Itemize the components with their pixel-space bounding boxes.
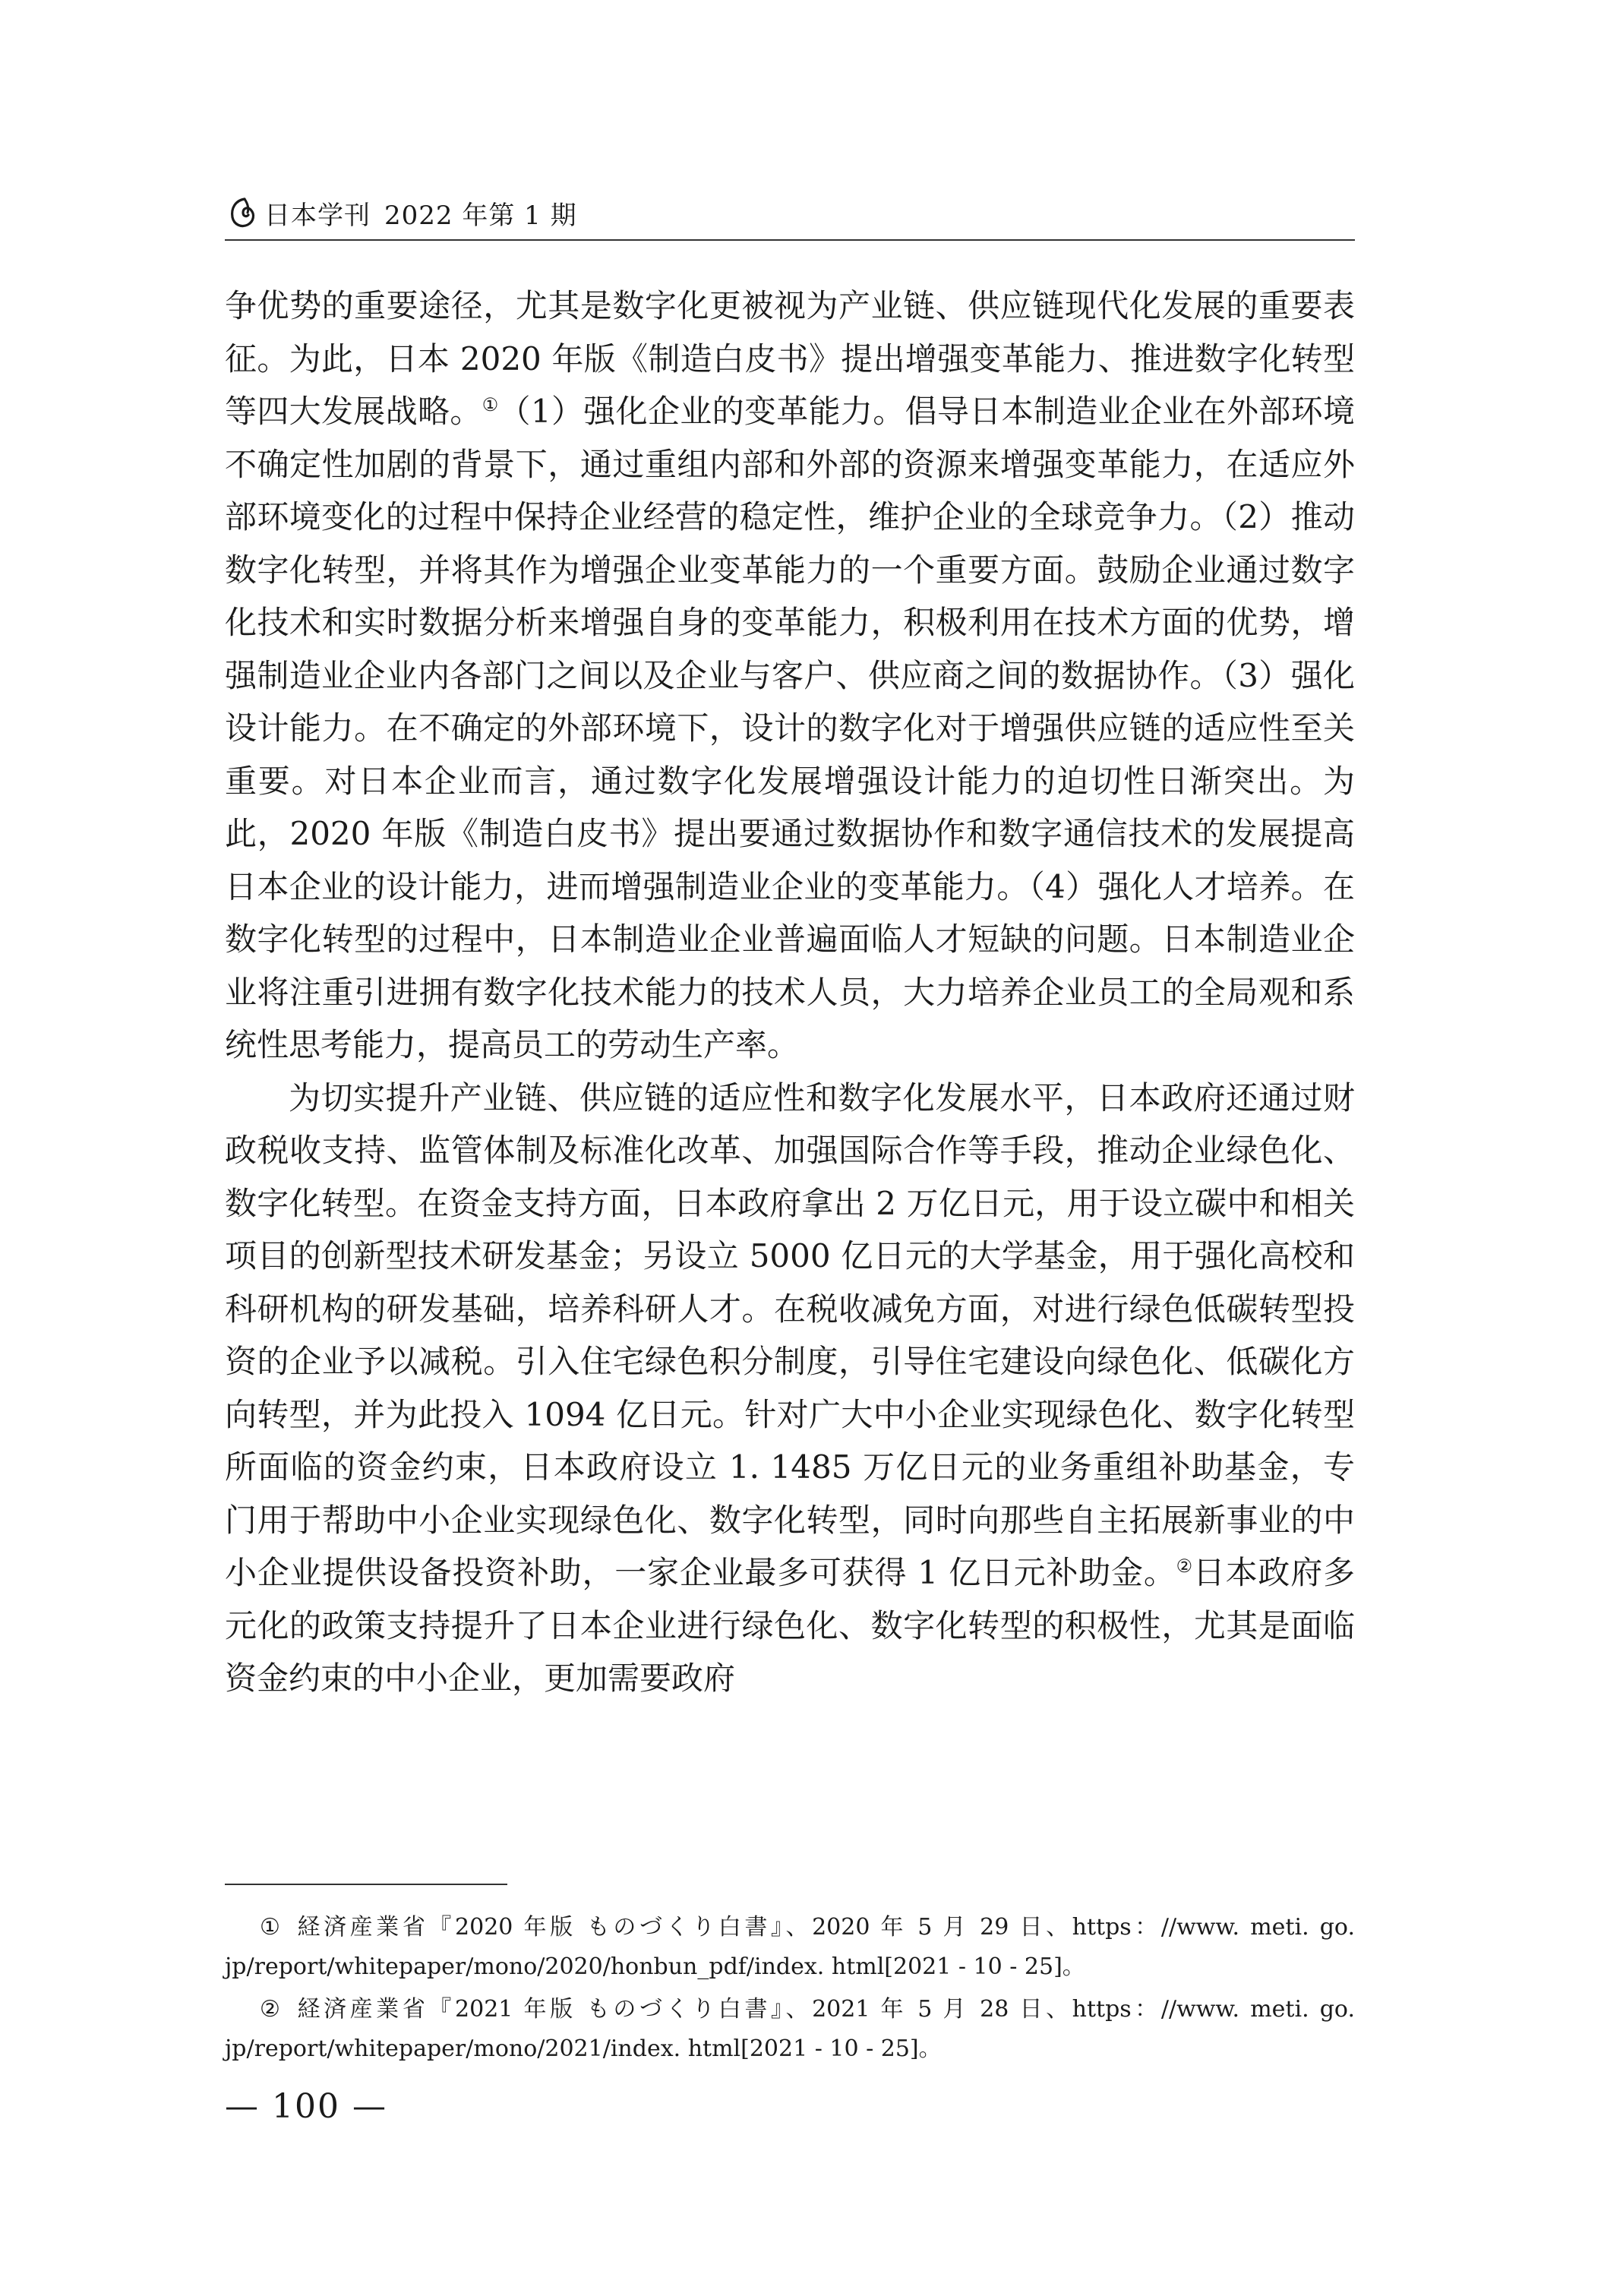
footnote-ref-1[interactable]: ① [482,394,499,415]
footnote-ref-2[interactable]: ② [1176,1555,1193,1577]
paragraph-1-text-a: 争优势的重要途径，尤其是数字化更被视为产业链、供应链现代化发展的重要表征。为此，日本 2020 年版《制造白皮书》提出增强变革能力、推进数字化转型等四大发展战略。 [225,287,1355,430]
footnote-2-mark: ② [260,1996,280,2023]
journal-title: 日本学刊 [264,200,371,231]
paragraph-1-text-b: （1）强化企业的变革能力。倡导日本制造业企业在外部环境不确定性加剧的背景下，通过重组内部和外部的资源来增强变革能力，在适应外部环境变化的过程中保持企业经营的稳定性，维护企业的全球竞争力。（2）推动数字化转型，并将其作为增强企业变革能力的一个重要方面。鼓励企业通过数字化技术和实时数据分析来增强自身的变革能力，积极利用在技术方面的优势，增强制造业企业内各部门之间以及企业与客户、供应商之间的数据协作。（3）强化设计能力。在不确定的外部环境下，设计的数字化对于增强供应链的适应性至关重要。对日本企业而言，通过数字化发展增强设计能力的迫切性日渐突出。为此，2020 年版《制造白皮书》提出要通过数据协作和数字通信技术的发展提高日本企业的设计能力，进而增强制造业企业的变革能力。（4）强化人才培养。在数字化转型的过程中，日本制造业企业普遍面临人才短缺的问题。日本制造业企业将注重引进拥有数字化技术能力的技术人员，大力培养企业员工的全局观和系统性思考能力，提高员工的劳动生产率。 [225,393,1355,1063]
body-text [225,279,1355,1705]
footnote-2-text[interactable]: 経済産業省『2021 年版 ものづくり白書』、2021 年 5 月 28 日、https：//www. meti. go. jp/report/whitepaper/mono/2021/index. html[2021 - 10 - 25]。 [225,1996,1355,2062]
footnote-divider [225,1884,507,1885]
header-divider [225,239,1355,241]
paragraph-1 [225,279,1355,1072]
journal-logo-icon [228,196,258,229]
paragraph-2-text-a: 为切实提升产业链、供应链的适应性和数字化发展水平，日本政府还通过财政税收支持、监管体制及标准化改革、加强国际合作等手段，推动企业绿色化、数字化转型。在资金支持方面，日本政府拿出 2 万亿日元，用于设立碳中和相关项目的创新型技术研发基金；另设立 5000 亿日元的大学基金，用于强化高校和科研机构的研发基础，培养科研人才。在税收减免方面，对进行绿色低碳转型投资的企业予以减税。引入住宅绿色积分制度，引导住宅建设向绿色化、低碳化方向转型，并为此投入 1094 亿日元。针对广大中小企业实现绿色化、数字化转型所面临的资金约束，日本政府设立 1. 1485 万亿日元的业务重组补助基金，专门用于帮助中小企业实现绿色化、数字化转型，同时向那些自主拓展新事业的中小企业提供设备投资补助，一家企业最多可获得 1 亿日元补助金。 [225,1079,1355,1591]
running-header [228,191,577,234]
footnote-1-text[interactable]: 経済産業省『2020 年版 ものづくり白書』、2020 年 5 月 29 日、https：//www. meti. go. jp/report/whitepaper/mono/2020/honbun_pdf/index. html[2021 - 10 - 25]。 [225,1914,1355,1980]
paragraph-2-text-b: 日本政府多元化的政策支持提升了日本企业进行绿色化、数字化转型的积极性，尤其是面临资金约束的中小企业，更加需要政府 [225,1554,1355,1697]
footnote-2 [225,1990,1355,2069]
journal-issue: 2022 年第 1 期 [384,200,577,231]
paragraph-2 [225,1072,1355,1705]
footnote-1-mark: ① [260,1914,280,1941]
footnote-1 [225,1908,1355,1987]
footnotes [225,1908,1355,2072]
page-number: — 100 — [225,2087,387,2126]
